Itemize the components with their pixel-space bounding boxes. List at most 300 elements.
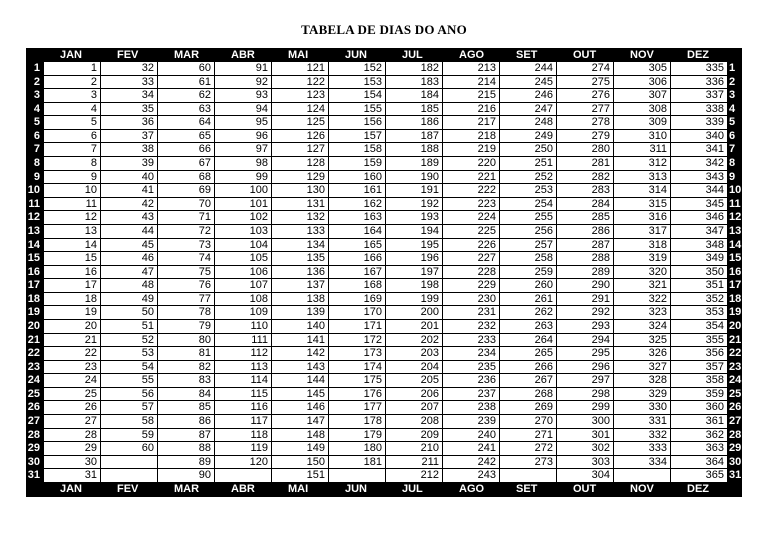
day-of-year-cell: 58 bbox=[101, 415, 158, 429]
day-of-year-cell: 43 bbox=[101, 211, 158, 225]
day-of-year-cell: 5 bbox=[44, 116, 101, 130]
day-of-year-cell: 197 bbox=[386, 266, 443, 280]
day-of-year-cell: 275 bbox=[557, 76, 614, 90]
day-of-year-cell: 280 bbox=[557, 143, 614, 157]
day-of-year-cell: 243 bbox=[443, 469, 500, 483]
day-of-year-cell: 265 bbox=[500, 347, 557, 361]
day-label-left: 23 bbox=[27, 360, 40, 373]
day-of-year-cell: 344 bbox=[671, 184, 728, 198]
day-label-right: 21 bbox=[729, 333, 742, 346]
day-of-year-cell: 86 bbox=[158, 415, 215, 429]
day-of-year-cell: 124 bbox=[272, 103, 329, 117]
day-label-right: 2 bbox=[729, 75, 736, 88]
day-of-year-cell: 138 bbox=[272, 293, 329, 307]
day-of-year-cell: 6 bbox=[44, 130, 101, 144]
day-label-left: 14 bbox=[27, 238, 40, 251]
day-of-year-cell bbox=[614, 469, 671, 483]
day-of-year-cell: 194 bbox=[386, 225, 443, 239]
day-number-grid bbox=[44, 62, 728, 483]
day-of-year-cell: 351 bbox=[671, 279, 728, 293]
day-of-year-cell: 16 bbox=[44, 266, 101, 280]
day-of-year-cell: 52 bbox=[101, 334, 158, 348]
day-of-year-cell: 184 bbox=[386, 89, 443, 103]
day-of-year-cell: 297 bbox=[557, 374, 614, 388]
day-of-year-cell: 363 bbox=[671, 442, 728, 456]
day-label-right: 9 bbox=[729, 170, 736, 183]
day-of-year-cell: 70 bbox=[158, 198, 215, 212]
day-of-year-cell: 72 bbox=[158, 225, 215, 239]
day-label-left: 22 bbox=[27, 347, 40, 360]
day-of-year-cell: 251 bbox=[500, 157, 557, 171]
day-of-year-cell: 170 bbox=[329, 306, 386, 320]
day-of-year-cell: 61 bbox=[158, 76, 215, 90]
day-of-year-cell: 165 bbox=[329, 239, 386, 253]
month-footer-row bbox=[44, 483, 728, 496]
day-of-year-cell: 300 bbox=[557, 415, 614, 429]
day-of-year-cell: 269 bbox=[500, 401, 557, 415]
day-of-year-cell: 167 bbox=[329, 266, 386, 280]
day-of-year-cell: 302 bbox=[557, 442, 614, 456]
day-of-year-cell: 348 bbox=[671, 239, 728, 253]
day-of-year-cell: 150 bbox=[272, 456, 329, 470]
day-of-year-cell: 229 bbox=[443, 279, 500, 293]
day-of-year-cell: 93 bbox=[215, 89, 272, 103]
month-footer: DEZ bbox=[687, 483, 709, 495]
day-of-year-cell: 253 bbox=[500, 184, 557, 198]
day-label-left: 18 bbox=[27, 292, 40, 305]
day-label-left: 1 bbox=[33, 62, 40, 74]
day-of-year-cell: 148 bbox=[272, 429, 329, 443]
month-header: MAI bbox=[288, 49, 309, 61]
day-of-year-cell: 3 bbox=[44, 89, 101, 103]
day-of-year-cell: 308 bbox=[614, 103, 671, 117]
day-of-year-cell: 25 bbox=[44, 388, 101, 402]
day-of-year-cell: 13 bbox=[44, 225, 101, 239]
day-of-year-cell: 294 bbox=[557, 334, 614, 348]
day-of-year-cell: 293 bbox=[557, 320, 614, 334]
day-of-year-cell: 261 bbox=[500, 293, 557, 307]
day-of-year-cell: 114 bbox=[215, 374, 272, 388]
day-of-year-cell: 102 bbox=[215, 211, 272, 225]
day-label-right: 14 bbox=[729, 238, 742, 251]
day-of-year-cell: 215 bbox=[443, 89, 500, 103]
day-of-year-cell: 214 bbox=[443, 76, 500, 90]
day-of-year-cell: 224 bbox=[443, 211, 500, 225]
day-of-year-cell: 40 bbox=[101, 171, 158, 185]
day-of-year-cell: 4 bbox=[44, 103, 101, 117]
day-of-year-cell: 339 bbox=[671, 116, 728, 130]
day-of-year-cell: 159 bbox=[329, 157, 386, 171]
day-of-year-cell: 7 bbox=[44, 143, 101, 157]
day-of-year-cell: 139 bbox=[272, 306, 329, 320]
day-label-right: 31 bbox=[729, 469, 742, 482]
day-of-year-cell: 173 bbox=[329, 347, 386, 361]
day-of-year-cell: 54 bbox=[101, 361, 158, 375]
day-of-year-cell: 250 bbox=[500, 143, 557, 157]
day-label-right: 3 bbox=[729, 89, 736, 102]
day-of-year-cell bbox=[101, 469, 158, 483]
month-header: OUT bbox=[573, 49, 597, 61]
day-of-year-cell bbox=[101, 456, 158, 470]
day-of-year-cell: 180 bbox=[329, 442, 386, 456]
day-of-year-cell: 290 bbox=[557, 279, 614, 293]
day-of-year-cell: 320 bbox=[614, 266, 671, 280]
day-of-year-cell: 154 bbox=[329, 89, 386, 103]
day-of-year-cell: 57 bbox=[101, 401, 158, 415]
day-of-year-cell: 89 bbox=[158, 456, 215, 470]
day-of-year-cell: 90 bbox=[158, 469, 215, 483]
day-of-year-cell: 111 bbox=[215, 334, 272, 348]
day-label-left: 4 bbox=[33, 102, 40, 115]
day-of-year-cell: 327 bbox=[614, 361, 671, 375]
day-of-year-cell: 109 bbox=[215, 306, 272, 320]
day-of-year-cell: 74 bbox=[158, 252, 215, 266]
day-of-year-cell: 140 bbox=[272, 320, 329, 334]
day-label-left: 29 bbox=[27, 442, 40, 455]
day-of-year-cell: 359 bbox=[671, 388, 728, 402]
day-of-year-cell: 345 bbox=[671, 198, 728, 212]
day-of-year-cell: 45 bbox=[101, 239, 158, 253]
day-of-year-cell: 200 bbox=[386, 306, 443, 320]
day-of-year-cell: 303 bbox=[557, 456, 614, 470]
day-of-year-cell: 10 bbox=[44, 184, 101, 198]
day-of-year-cell: 325 bbox=[614, 334, 671, 348]
day-of-year-cell: 236 bbox=[443, 374, 500, 388]
day-label-right: 12 bbox=[729, 211, 742, 224]
day-of-year-cell: 71 bbox=[158, 211, 215, 225]
day-of-year-cell: 226 bbox=[443, 239, 500, 253]
day-of-year-cell: 116 bbox=[215, 401, 272, 415]
day-of-year-cell: 298 bbox=[557, 388, 614, 402]
day-of-year-cell: 60 bbox=[158, 62, 215, 76]
day-of-year-cell: 66 bbox=[158, 143, 215, 157]
day-of-year-cell: 230 bbox=[443, 293, 500, 307]
day-of-year-cell: 59 bbox=[101, 429, 158, 443]
day-label-right: 1 bbox=[729, 62, 736, 74]
day-of-year-cell: 32 bbox=[101, 62, 158, 76]
day-of-year-cell: 337 bbox=[671, 89, 728, 103]
month-header: ABR bbox=[231, 49, 255, 61]
day-of-year-cell: 306 bbox=[614, 76, 671, 90]
day-of-year-cell: 279 bbox=[557, 130, 614, 144]
day-label-left: 16 bbox=[27, 265, 40, 278]
day-of-year-cell: 333 bbox=[614, 442, 671, 456]
day-of-year-cell: 252 bbox=[500, 171, 557, 185]
day-of-year-cell: 286 bbox=[557, 225, 614, 239]
day-label-left: 30 bbox=[27, 455, 40, 468]
day-of-year-cell: 331 bbox=[614, 415, 671, 429]
day-of-year-cell: 129 bbox=[272, 171, 329, 185]
day-of-year-cell: 49 bbox=[101, 293, 158, 307]
day-of-year-cell: 291 bbox=[557, 293, 614, 307]
day-of-year-cell: 354 bbox=[671, 320, 728, 334]
day-of-year-cell: 212 bbox=[386, 469, 443, 483]
day-of-year-cell: 353 bbox=[671, 306, 728, 320]
day-of-year-cell: 346 bbox=[671, 211, 728, 225]
day-of-year-cell: 341 bbox=[671, 143, 728, 157]
day-of-year-cell: 211 bbox=[386, 456, 443, 470]
day-label-left: 9 bbox=[33, 170, 40, 183]
day-label-left: 13 bbox=[27, 224, 40, 237]
day-of-year-cell: 95 bbox=[215, 116, 272, 130]
day-of-year-cell: 69 bbox=[158, 184, 215, 198]
day-of-year-cell: 133 bbox=[272, 225, 329, 239]
day-of-year-cell: 106 bbox=[215, 266, 272, 280]
day-of-year-cell: 51 bbox=[101, 320, 158, 334]
day-of-year-cell: 237 bbox=[443, 388, 500, 402]
day-of-year-cell: 299 bbox=[557, 401, 614, 415]
day-of-year-cell: 263 bbox=[500, 320, 557, 334]
day-of-year-cell: 44 bbox=[101, 225, 158, 239]
day-of-year-cell: 242 bbox=[443, 456, 500, 470]
day-of-year-cell: 37 bbox=[101, 130, 158, 144]
day-of-year-cell: 65 bbox=[158, 130, 215, 144]
month-header: NOV bbox=[630, 49, 654, 61]
day-labels-right bbox=[728, 62, 742, 483]
day-of-year-cell: 35 bbox=[101, 103, 158, 117]
day-label-right: 19 bbox=[729, 306, 742, 319]
day-of-year-cell: 29 bbox=[44, 442, 101, 456]
day-of-year-cell: 77 bbox=[158, 293, 215, 307]
day-of-year-cell: 158 bbox=[329, 143, 386, 157]
day-of-year-cell: 67 bbox=[158, 157, 215, 171]
day-of-year-cell: 157 bbox=[329, 130, 386, 144]
day-of-year-cell: 81 bbox=[158, 347, 215, 361]
day-of-year-cell: 14 bbox=[44, 239, 101, 253]
day-of-year-cell: 270 bbox=[500, 415, 557, 429]
day-of-year-cell: 350 bbox=[671, 266, 728, 280]
day-of-year-cell: 161 bbox=[329, 184, 386, 198]
day-of-year-cell: 266 bbox=[500, 361, 557, 375]
day-of-year-cell: 210 bbox=[386, 442, 443, 456]
day-of-year-cell: 321 bbox=[614, 279, 671, 293]
day-of-year-cell: 260 bbox=[500, 279, 557, 293]
day-of-year-cell: 244 bbox=[500, 62, 557, 76]
day-of-year-cell: 239 bbox=[443, 415, 500, 429]
day-of-year-cell: 218 bbox=[443, 130, 500, 144]
month-footer: ABR bbox=[231, 483, 255, 495]
day-of-year-cell: 228 bbox=[443, 266, 500, 280]
day-of-year-cell: 64 bbox=[158, 116, 215, 130]
day-of-year-cell: 202 bbox=[386, 334, 443, 348]
day-of-year-cell: 22 bbox=[44, 347, 101, 361]
day-of-year-cell: 2 bbox=[44, 76, 101, 90]
day-of-year-cell: 108 bbox=[215, 293, 272, 307]
day-of-year-cell: 82 bbox=[158, 361, 215, 375]
day-label-left: 26 bbox=[27, 401, 40, 414]
day-label-left: 21 bbox=[27, 333, 40, 346]
day-label-left: 2 bbox=[33, 75, 40, 88]
day-of-year-cell: 274 bbox=[557, 62, 614, 76]
day-of-year-cell: 76 bbox=[158, 279, 215, 293]
day-of-year-cell: 296 bbox=[557, 361, 614, 375]
month-footer: MAR bbox=[174, 483, 200, 495]
day-of-year-cell: 336 bbox=[671, 76, 728, 90]
day-of-year-cell: 343 bbox=[671, 171, 728, 185]
day-label-left: 5 bbox=[33, 116, 40, 129]
day-of-year-cell: 98 bbox=[215, 157, 272, 171]
day-of-year-cell: 141 bbox=[272, 334, 329, 348]
day-of-year-cell: 282 bbox=[557, 171, 614, 185]
day-of-year-cell: 85 bbox=[158, 401, 215, 415]
day-label-right: 13 bbox=[729, 224, 742, 237]
day-of-year-cell bbox=[500, 469, 557, 483]
day-of-year-cell: 287 bbox=[557, 239, 614, 253]
month-header: JUL bbox=[402, 49, 423, 61]
day-label-left: 15 bbox=[27, 252, 40, 265]
day-of-year-cell: 292 bbox=[557, 306, 614, 320]
day-of-year-cell: 17 bbox=[44, 279, 101, 293]
day-of-year-cell: 103 bbox=[215, 225, 272, 239]
day-label-left: 19 bbox=[27, 306, 40, 319]
day-label-left: 25 bbox=[27, 387, 40, 400]
day-of-year-cell: 177 bbox=[329, 401, 386, 415]
day-of-year-cell: 47 bbox=[101, 266, 158, 280]
day-of-year-cell: 219 bbox=[443, 143, 500, 157]
day-of-year-cell: 23 bbox=[44, 361, 101, 375]
day-of-year-cell: 208 bbox=[386, 415, 443, 429]
day-of-year-cell: 362 bbox=[671, 429, 728, 443]
day-of-year-cell: 147 bbox=[272, 415, 329, 429]
day-label-right: 26 bbox=[729, 401, 742, 414]
day-of-year-cell: 307 bbox=[614, 89, 671, 103]
day-label-right: 24 bbox=[729, 374, 742, 387]
day-of-year-cell: 190 bbox=[386, 171, 443, 185]
day-of-year-cell: 48 bbox=[101, 279, 158, 293]
day-label-left: 12 bbox=[27, 211, 40, 224]
day-of-year-cell: 319 bbox=[614, 252, 671, 266]
day-of-year-cell: 143 bbox=[272, 361, 329, 375]
day-of-year-cell: 12 bbox=[44, 211, 101, 225]
day-of-year-cell: 310 bbox=[614, 130, 671, 144]
day-of-year-cell: 191 bbox=[386, 184, 443, 198]
day-of-year-cell: 39 bbox=[101, 157, 158, 171]
day-of-year-cell: 222 bbox=[443, 184, 500, 198]
day-of-year-cell: 123 bbox=[272, 89, 329, 103]
day-of-year-cell: 268 bbox=[500, 388, 557, 402]
day-of-year-cell: 220 bbox=[443, 157, 500, 171]
day-of-year-cell: 221 bbox=[443, 171, 500, 185]
day-of-year-cell: 257 bbox=[500, 239, 557, 253]
day-of-year-cell: 11 bbox=[44, 198, 101, 212]
day-of-year-cell: 267 bbox=[500, 374, 557, 388]
day-of-year-cell: 235 bbox=[443, 361, 500, 375]
day-of-year-cell: 234 bbox=[443, 347, 500, 361]
day-of-year-cell: 42 bbox=[101, 198, 158, 212]
day-label-right: 15 bbox=[729, 252, 742, 265]
day-label-right: 11 bbox=[729, 197, 741, 210]
day-of-year-cell: 92 bbox=[215, 76, 272, 90]
day-label-right: 17 bbox=[729, 279, 742, 292]
day-of-year-cell: 223 bbox=[443, 198, 500, 212]
day-of-year-cell: 217 bbox=[443, 116, 500, 130]
day-of-year-cell: 312 bbox=[614, 157, 671, 171]
day-of-year-cell: 248 bbox=[500, 116, 557, 130]
day-of-year-cell: 258 bbox=[500, 252, 557, 266]
day-of-year-cell: 301 bbox=[557, 429, 614, 443]
day-of-year-cell: 105 bbox=[215, 252, 272, 266]
day-of-year-cell: 130 bbox=[272, 184, 329, 198]
day-of-year-cell: 188 bbox=[386, 143, 443, 157]
day-of-year-cell: 8 bbox=[44, 157, 101, 171]
day-of-year-cell: 199 bbox=[386, 293, 443, 307]
day-of-year-cell: 329 bbox=[614, 388, 671, 402]
day-of-year-cell: 9 bbox=[44, 171, 101, 185]
day-of-year-cell: 225 bbox=[443, 225, 500, 239]
day-of-year-cell: 142 bbox=[272, 347, 329, 361]
day-of-year-cell: 94 bbox=[215, 103, 272, 117]
day-of-year-cell: 186 bbox=[386, 116, 443, 130]
day-of-year-cell: 60 bbox=[101, 442, 158, 456]
day-of-year-cell: 118 bbox=[215, 429, 272, 443]
day-of-year-cell: 172 bbox=[329, 334, 386, 348]
day-of-year-cell: 91 bbox=[215, 62, 272, 76]
day-of-year-cell: 79 bbox=[158, 320, 215, 334]
day-of-year-cell: 62 bbox=[158, 89, 215, 103]
day-of-year-cell: 28 bbox=[44, 429, 101, 443]
day-label-right: 23 bbox=[729, 360, 742, 373]
day-of-year-cell: 207 bbox=[386, 401, 443, 415]
day-of-year-cell: 358 bbox=[671, 374, 728, 388]
day-of-year-cell: 176 bbox=[329, 388, 386, 402]
day-of-year-cell: 63 bbox=[158, 103, 215, 117]
day-of-year-cell: 21 bbox=[44, 334, 101, 348]
day-of-year-cell: 271 bbox=[500, 429, 557, 443]
day-of-year-cell: 171 bbox=[329, 320, 386, 334]
day-of-year-cell: 317 bbox=[614, 225, 671, 239]
day-of-year-cell: 361 bbox=[671, 415, 728, 429]
day-of-year-cell: 163 bbox=[329, 211, 386, 225]
day-of-year-cell: 128 bbox=[272, 157, 329, 171]
day-of-year-cell: 181 bbox=[329, 456, 386, 470]
day-of-year-cell: 134 bbox=[272, 239, 329, 253]
day-of-year-cell: 334 bbox=[614, 456, 671, 470]
day-of-year-cell: 162 bbox=[329, 198, 386, 212]
day-of-year-cell: 78 bbox=[158, 306, 215, 320]
day-of-year-cell: 241 bbox=[443, 442, 500, 456]
day-of-year-cell: 284 bbox=[557, 198, 614, 212]
day-of-year-cell: 254 bbox=[500, 198, 557, 212]
day-of-year-cell: 120 bbox=[215, 456, 272, 470]
day-of-year-cell: 349 bbox=[671, 252, 728, 266]
month-footer: OUT bbox=[573, 483, 597, 495]
day-of-year-cell: 259 bbox=[500, 266, 557, 280]
day-of-year-cell: 144 bbox=[272, 374, 329, 388]
day-of-year-cell: 96 bbox=[215, 130, 272, 144]
day-label-right: 28 bbox=[729, 428, 742, 441]
day-of-year-cell: 164 bbox=[329, 225, 386, 239]
day-of-year-cell: 26 bbox=[44, 401, 101, 415]
day-label-left: 24 bbox=[27, 374, 40, 387]
month-footer: JAN bbox=[60, 483, 83, 495]
day-of-year-cell: 15 bbox=[44, 252, 101, 266]
day-labels-left bbox=[26, 62, 44, 483]
day-of-year-cell: 196 bbox=[386, 252, 443, 266]
day-of-year-cell: 203 bbox=[386, 347, 443, 361]
day-of-year-cell: 262 bbox=[500, 306, 557, 320]
day-of-year-cell: 357 bbox=[671, 361, 728, 375]
month-header-row bbox=[44, 49, 728, 62]
day-of-year-cell: 126 bbox=[272, 130, 329, 144]
day-of-year-cell: 232 bbox=[443, 320, 500, 334]
day-of-year-cell: 342 bbox=[671, 157, 728, 171]
day-of-year-cell: 80 bbox=[158, 334, 215, 348]
day-of-year-cell: 121 bbox=[272, 62, 329, 76]
day-label-left: 20 bbox=[27, 319, 40, 332]
day-of-year-cell: 277 bbox=[557, 103, 614, 117]
day-of-year-cell: 315 bbox=[614, 198, 671, 212]
day-of-year-cell: 75 bbox=[158, 266, 215, 280]
